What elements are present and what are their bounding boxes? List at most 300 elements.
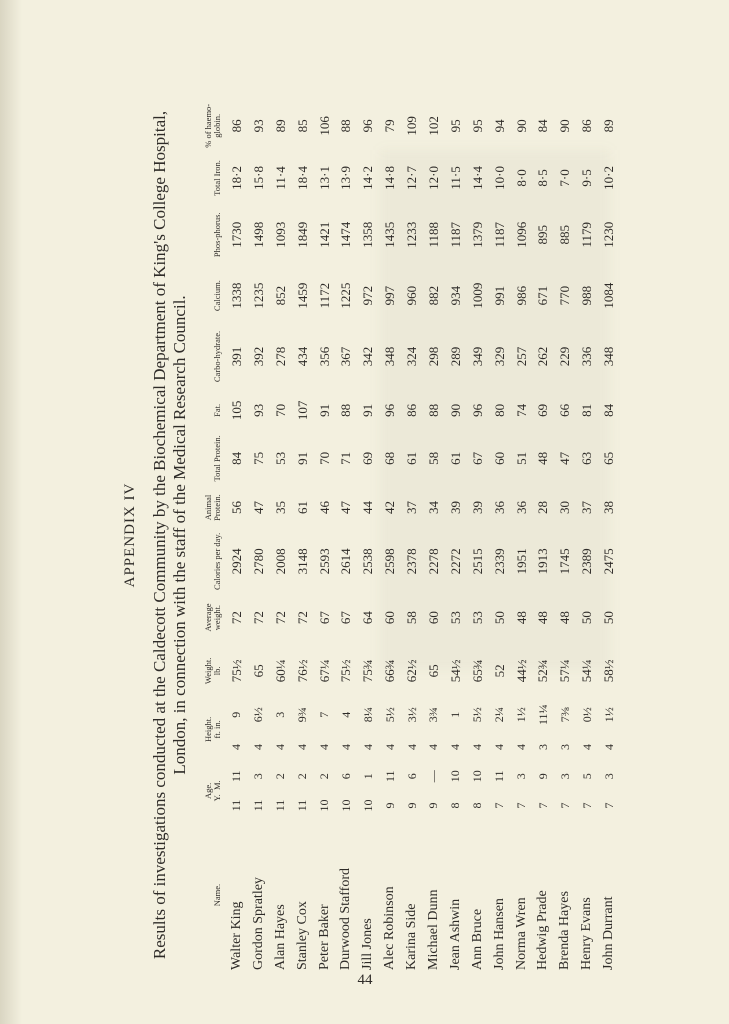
cell-height-ft: 4: [579, 743, 594, 750]
cell-total-protein: 63: [579, 451, 595, 465]
cell-total-iron: 7·0: [557, 169, 573, 187]
cell-phosphorus: 1358: [360, 221, 376, 248]
cell-age-months: 6: [404, 773, 419, 780]
cell-carbohydrate: 434: [294, 346, 310, 367]
cell-phosphorus: 895: [535, 225, 551, 245]
cell-total-iron: 13·9: [338, 166, 354, 190]
cell-age-months: 2: [273, 773, 288, 780]
cell-average-weight: 64: [360, 611, 376, 625]
cell-weight: 67¼: [316, 659, 332, 683]
cell-weight: 65¾: [469, 659, 485, 683]
cell-total-iron: 9·5: [579, 169, 595, 187]
cell-height-in: 9: [229, 711, 244, 718]
table-row: [423, 100, 445, 970]
cell-haemoglobin: 94: [491, 119, 507, 133]
cell-average-weight: 53: [447, 611, 463, 625]
cell-fat: 86: [404, 403, 420, 417]
cell-total-protein: 71: [338, 451, 354, 465]
cell-average-weight: 67: [316, 611, 332, 625]
cell-haemoglobin: 109: [404, 116, 420, 136]
results-table: [204, 100, 620, 970]
cell-height-ft: 4: [251, 743, 266, 750]
header-fat: Fat.: [212, 403, 222, 417]
cell-animal-protein: 37: [404, 501, 420, 515]
cell-age-months: 2: [295, 773, 310, 780]
cell-weight: 66¾: [382, 659, 398, 683]
page-edge: [0, 0, 22, 1024]
cell-height-ft: 4: [382, 743, 397, 750]
cell-total-protein: 51: [513, 451, 529, 465]
cell-name: Brenda Hayes: [557, 891, 573, 970]
cell-calcium: 972: [360, 285, 376, 306]
cell-calories: 2780: [250, 548, 266, 575]
cell-weight: 75½: [228, 659, 244, 683]
cell-total-iron: 13·1: [316, 166, 332, 190]
header-weight: [204, 645, 226, 698]
cell-fat: 107: [294, 400, 310, 421]
table-row: [467, 100, 489, 970]
header-name: Name.: [212, 883, 222, 907]
cell-total-protein: 69: [360, 451, 376, 465]
cell-total-iron: 11·5: [447, 166, 463, 190]
cell-age-months: 9: [535, 773, 550, 780]
cell-haemoglobin: 90: [557, 119, 573, 133]
cell-haemoglobin: 96: [360, 119, 376, 133]
cell-animal-protein: 47: [338, 501, 354, 515]
cell-total-protein: 84: [228, 451, 244, 465]
cell-calcium: 1084: [601, 282, 617, 309]
header-height: [204, 697, 226, 761]
cell-height-in: 4: [338, 711, 353, 718]
cell-calcium: 960: [404, 285, 420, 306]
cell-weight: 57¼: [557, 659, 573, 683]
cell-weight: 58½: [601, 659, 617, 683]
cell-animal-protein: 61: [294, 501, 310, 515]
cell-age-months: 3: [514, 773, 529, 780]
cell-calories: 2593: [316, 548, 332, 575]
cell-height-in: 6½: [251, 707, 266, 723]
cell-weight: 62½: [404, 659, 420, 683]
cell-calories: 2378: [404, 548, 420, 575]
table-row: [489, 100, 511, 970]
cell-age-years: 7: [579, 802, 594, 809]
cell-age-years: 8: [470, 802, 485, 809]
cell-animal-protein: 42: [382, 501, 398, 515]
cell-carbohydrate: 348: [382, 346, 398, 367]
cell-calcium: 1172: [316, 282, 332, 309]
cell-animal-protein: 38: [601, 501, 617, 515]
cell-fat: 91: [360, 403, 376, 417]
cell-height-ft: 4: [426, 743, 441, 750]
cell-carbohydrate: 391: [228, 346, 244, 367]
cell-calories: 3148: [294, 548, 310, 575]
cell-age-years: 10: [338, 799, 353, 812]
cell-average-weight: 72: [294, 611, 310, 625]
cell-age-months: 11: [229, 770, 244, 783]
header-row: [204, 100, 226, 970]
cell-age-years: 9: [382, 802, 397, 809]
cell-name: Gordon Spratley: [250, 877, 266, 970]
cell-fat: 69: [535, 403, 551, 417]
header-height-ft: ft.: [212, 731, 222, 739]
cell-fat: 74: [513, 403, 529, 417]
header-calories: Calories per day.: [212, 532, 222, 591]
cell-haemoglobin: 93: [250, 119, 266, 133]
cell-height-in: 0½: [579, 707, 594, 723]
cell-total-iron: 8·0: [513, 169, 529, 187]
header-animal-protein: Animal Protein.: [203, 494, 222, 521]
cell-age-months: 11: [382, 770, 397, 783]
header-age-y: Y.: [212, 794, 222, 802]
cell-calories: 2278: [425, 548, 441, 575]
cell-height-ft: 4: [338, 743, 353, 750]
cell-calcium: 770: [557, 285, 573, 306]
cell-age-years: 8: [448, 802, 463, 809]
cell-weight: 75½: [338, 659, 354, 683]
header-height-top: Height.: [203, 716, 213, 743]
table-row: [357, 100, 379, 970]
cell-weight: 65: [250, 664, 266, 678]
cell-age-months: 10: [448, 770, 463, 783]
cell-name: Alan Hayes: [272, 904, 288, 970]
cell-calcium: 997: [382, 285, 398, 306]
cell-fat: 84: [601, 403, 617, 417]
cell-total-iron: 15·8: [250, 166, 266, 190]
cell-carbohydrate: 324: [404, 346, 420, 367]
cell-haemoglobin: 95: [447, 119, 463, 133]
cell-total-protein: 58: [425, 451, 441, 465]
cell-height-ft: 4: [295, 743, 310, 750]
cell-age-years: 7: [514, 802, 529, 809]
cell-average-weight: 60: [382, 611, 398, 625]
cell-age-months: 3: [557, 773, 572, 780]
cell-fat: 88: [338, 403, 354, 417]
cell-carbohydrate: 392: [250, 346, 266, 367]
cell-age-years: 11: [229, 799, 244, 812]
cell-calcium: 988: [579, 285, 595, 306]
cell-fat: 66: [557, 403, 573, 417]
cell-carbohydrate: 342: [360, 346, 376, 367]
cell-total-protein: 70: [316, 451, 332, 465]
cell-carbohydrate: 257: [513, 346, 529, 367]
header-age: [204, 762, 226, 821]
header-calcium: Calcium.: [212, 280, 222, 312]
cell-carbohydrate: 278: [272, 346, 288, 367]
cell-height-ft: 3: [535, 743, 550, 750]
cell-calories: 1951: [513, 548, 529, 575]
cell-weight: 54½: [447, 659, 463, 683]
cell-height-in: 5½: [470, 707, 485, 723]
cell-age-years: 10: [360, 799, 375, 812]
cell-carbohydrate: 367: [338, 346, 354, 367]
cell-name: Jill Jones: [360, 918, 376, 970]
cell-weight: 54¼: [579, 659, 595, 683]
cell-fat: 93: [250, 403, 266, 417]
cell-calories: 2008: [272, 548, 288, 575]
header-weight-top: Weight.: [203, 657, 213, 685]
cell-name: Henry Evans: [579, 897, 595, 970]
cell-height-in: 9¾: [295, 707, 310, 723]
cell-carbohydrate: 262: [535, 346, 551, 367]
cell-calcium: 882: [425, 285, 441, 306]
cell-fat: 91: [316, 403, 332, 417]
cell-animal-protein: 37: [579, 501, 595, 515]
cell-height-in: 11¼: [535, 704, 550, 726]
cell-phosphorus: 1179: [579, 221, 595, 248]
cell-average-weight: 48: [535, 611, 551, 625]
cell-height-ft: 4: [360, 743, 375, 750]
cell-age-years: 10: [317, 799, 331, 812]
cell-carbohydrate: 329: [491, 346, 507, 367]
cell-fat: 80: [491, 403, 507, 417]
cell-age-months: 1: [360, 773, 375, 780]
header-age-m: M.: [212, 780, 222, 790]
table-row: [248, 100, 270, 970]
header-haemoglobin: % of haemo-globin.: [203, 103, 222, 148]
cell-animal-protein: 56: [228, 501, 244, 515]
cell-phosphorus: 1498: [250, 221, 266, 248]
cell-calories: 1913: [535, 548, 551, 575]
cell-age-months: 5: [579, 773, 594, 780]
table-row: [379, 100, 401, 970]
cell-height-ft: 4: [601, 743, 616, 750]
cell-calories: 1745: [557, 548, 573, 575]
cell-animal-protein: 46: [316, 501, 332, 515]
cell-height-in: 2¼: [492, 707, 507, 723]
cell-weight: 75¾: [360, 659, 376, 683]
cell-total-protein: 67: [469, 451, 485, 465]
cell-age-years: 11: [295, 799, 310, 812]
cell-age-years: 11: [251, 799, 266, 812]
header-height-in: in.: [212, 720, 222, 730]
cell-calcium: 986: [513, 285, 529, 306]
cell-weight: 60¼: [272, 659, 288, 683]
cell-name: Walter King: [228, 901, 244, 970]
cell-calcium: 671: [535, 285, 551, 306]
cell-height-in: 7⅜: [557, 707, 572, 723]
cell-haemoglobin: 85: [294, 119, 310, 133]
cell-fat: 96: [469, 403, 485, 417]
cell-animal-protein: 35: [272, 501, 288, 515]
cell-height-ft: 4: [470, 743, 485, 750]
cell-total-protein: 48: [535, 451, 551, 465]
cell-total-iron: 8·5: [535, 169, 551, 187]
cell-height-ft: 4: [492, 743, 507, 750]
table-row: [401, 100, 423, 970]
cell-animal-protein: 28: [535, 501, 551, 515]
cell-age-months: 3: [251, 773, 266, 780]
cell-age-months: 11: [492, 770, 507, 783]
cell-haemoglobin: 102: [425, 116, 441, 136]
cell-height-ft: 4: [317, 743, 331, 750]
cell-weight: 65: [425, 664, 441, 678]
cell-animal-protein: 36: [513, 501, 529, 515]
cell-carbohydrate: 289: [447, 346, 463, 367]
cell-phosphorus: 885: [557, 225, 573, 245]
cell-weight: 44½: [513, 659, 529, 683]
header-total-iron: Total Iron.: [212, 160, 222, 196]
rotated-content: [122, 100, 620, 970]
cell-fat: 70: [272, 403, 288, 417]
cell-age-years: 11: [273, 799, 288, 812]
cell-age-years: 7: [492, 802, 507, 809]
cell-age-months: —: [426, 770, 441, 783]
cell-haemoglobin: 89: [272, 119, 288, 133]
cell-average-weight: 58: [404, 611, 420, 625]
cell-animal-protein: 44: [360, 501, 376, 515]
header-total-protein: Total Protein.: [212, 435, 222, 482]
cell-haemoglobin: 90: [513, 119, 529, 133]
header-age-top: Age.: [203, 782, 213, 800]
cell-total-iron: 12·7: [404, 166, 420, 190]
header-phosphorus: Phos-phorus.: [212, 212, 222, 258]
cell-weight: 76½: [294, 659, 310, 683]
cell-weight: 52¾: [535, 659, 551, 683]
cell-age-years: 7: [601, 802, 616, 809]
cell-average-weight: 60: [425, 611, 441, 625]
cell-phosphorus: 1849: [294, 221, 310, 248]
cell-name: Stanley Cox: [294, 901, 310, 970]
cell-name: Jean Ashwin: [447, 898, 463, 970]
cell-phosphorus: 1188: [425, 221, 441, 248]
cell-total-iron: 12·0: [425, 166, 441, 190]
cell-calories: 2515: [469, 548, 485, 575]
cell-height-in: 7: [317, 711, 331, 718]
cell-name: Norma Wren: [513, 897, 529, 970]
table-row: [576, 100, 598, 970]
intro-text: Results of investigations conducted at the Caldecott Community by the Biochemical Department of King's College Hospital, London, in connection with the staff of the Medical Research Council.: [150, 110, 189, 960]
table-row: [511, 100, 533, 970]
cell-average-weight: 72: [272, 611, 288, 625]
cell-height-in: 3: [273, 711, 288, 718]
cell-name: Peter Baker: [316, 904, 332, 970]
cell-age-months: 6: [338, 773, 353, 780]
cell-animal-protein: 39: [469, 501, 485, 515]
cell-calcium: 934: [447, 285, 463, 306]
cell-carbohydrate: 229: [557, 346, 573, 367]
cell-haemoglobin: 84: [535, 119, 551, 133]
cell-average-weight: 53: [469, 611, 485, 625]
cell-height-ft: 4: [404, 743, 419, 750]
table-row: [532, 100, 554, 970]
cell-weight: 52: [491, 664, 507, 678]
cell-calcium: 1459: [294, 282, 310, 309]
cell-total-iron: 18·2: [228, 166, 244, 190]
table-row: [335, 100, 357, 970]
cell-total-protein: 60: [491, 451, 507, 465]
cell-calories: 2614: [338, 548, 354, 575]
cell-phosphorus: 1096: [513, 221, 529, 248]
cell-calories: 2389: [579, 548, 595, 575]
cell-phosphorus: 1187: [491, 221, 507, 248]
cell-name: Alec Robinson: [382, 886, 398, 970]
cell-haemoglobin: 89: [601, 119, 617, 133]
cell-calories: 2339: [491, 548, 507, 575]
table-row: [226, 100, 248, 970]
cell-total-protein: 65: [601, 451, 617, 465]
cell-haemoglobin: 88: [338, 119, 354, 133]
cell-name: Hedwig Prade: [535, 890, 551, 970]
cell-total-iron: 14·2: [360, 166, 376, 190]
cell-average-weight: 72: [228, 611, 244, 625]
cell-calories: 2924: [228, 548, 244, 575]
cell-haemoglobin: 106: [316, 116, 332, 136]
cell-haemoglobin: 95: [469, 119, 485, 133]
table-row: [292, 100, 314, 970]
cell-phosphorus: 1421: [316, 221, 332, 248]
cell-age-months: 2: [317, 773, 331, 780]
cell-age-years: 9: [404, 802, 419, 809]
cell-total-protein: 61: [447, 451, 463, 465]
cell-calories: 2538: [360, 548, 376, 575]
cell-name: John Hansen: [491, 898, 507, 970]
cell-height-in: 1½: [514, 707, 529, 723]
cell-average-weight: 67: [338, 611, 354, 625]
cell-carbohydrate: 349: [469, 346, 485, 367]
cell-calcium: 991: [491, 285, 507, 306]
cell-total-iron: 10·2: [601, 166, 617, 190]
table-row: [445, 100, 467, 970]
cell-height-ft: 4: [514, 743, 529, 750]
cell-fat: 88: [425, 403, 441, 417]
cell-height-in: 3¾: [426, 707, 441, 723]
header-carbohydrate: Carbo-hydrate.: [212, 330, 222, 383]
cell-phosphorus: 1435: [382, 221, 398, 248]
cell-height-ft: 4: [229, 743, 244, 750]
cell-calcium: 1009: [469, 282, 485, 309]
cell-age-months: 10: [470, 770, 485, 783]
cell-total-iron: 14·4: [469, 166, 485, 190]
cell-calories: 2272: [447, 548, 463, 575]
cell-total-protein: 91: [294, 451, 310, 465]
cell-fat: 105: [228, 400, 244, 421]
cell-height-in: 1½: [601, 707, 616, 723]
cell-average-weight: 50: [491, 611, 507, 625]
cell-calcium: 852: [272, 285, 288, 306]
cell-phosphorus: 1730: [228, 221, 244, 248]
cell-animal-protein: 34: [425, 501, 441, 515]
cell-carbohydrate: 348: [601, 346, 617, 367]
cell-average-weight: 50: [579, 611, 595, 625]
cell-calcium: 1225: [338, 282, 354, 309]
cell-age-years: 7: [535, 802, 550, 809]
cell-carbohydrate: 336: [579, 346, 595, 367]
cell-total-protein: 68: [382, 451, 398, 465]
cell-animal-protein: 47: [250, 501, 266, 515]
cell-height-in: 3½: [404, 707, 419, 723]
cell-fat: 96: [382, 403, 398, 417]
cell-animal-protein: 36: [491, 501, 507, 515]
cell-total-iron: 10·0: [491, 166, 507, 190]
cell-name: John Durrant: [601, 896, 617, 970]
cell-phosphorus: 1230: [601, 221, 617, 248]
cell-age-years: 7: [557, 802, 572, 809]
cell-total-protein: 75: [250, 451, 266, 465]
appendix-title: APPENDIX IV: [122, 482, 138, 588]
header-weight-unit: lb.: [212, 666, 222, 676]
cell-height-ft: 4: [448, 743, 463, 750]
cell-total-iron: 18·4: [294, 166, 310, 190]
cell-height-in: 8¼: [360, 707, 375, 723]
cell-phosphorus: 1093: [272, 221, 288, 248]
cell-height-in: 1: [448, 711, 463, 718]
cell-carbohydrate: 298: [425, 346, 441, 367]
cell-calcium: 1338: [228, 282, 244, 309]
cell-age-years: 9: [426, 802, 441, 809]
cell-haemoglobin: 79: [382, 119, 398, 133]
table-row: [270, 100, 292, 970]
cell-average-weight: 50: [601, 611, 617, 625]
